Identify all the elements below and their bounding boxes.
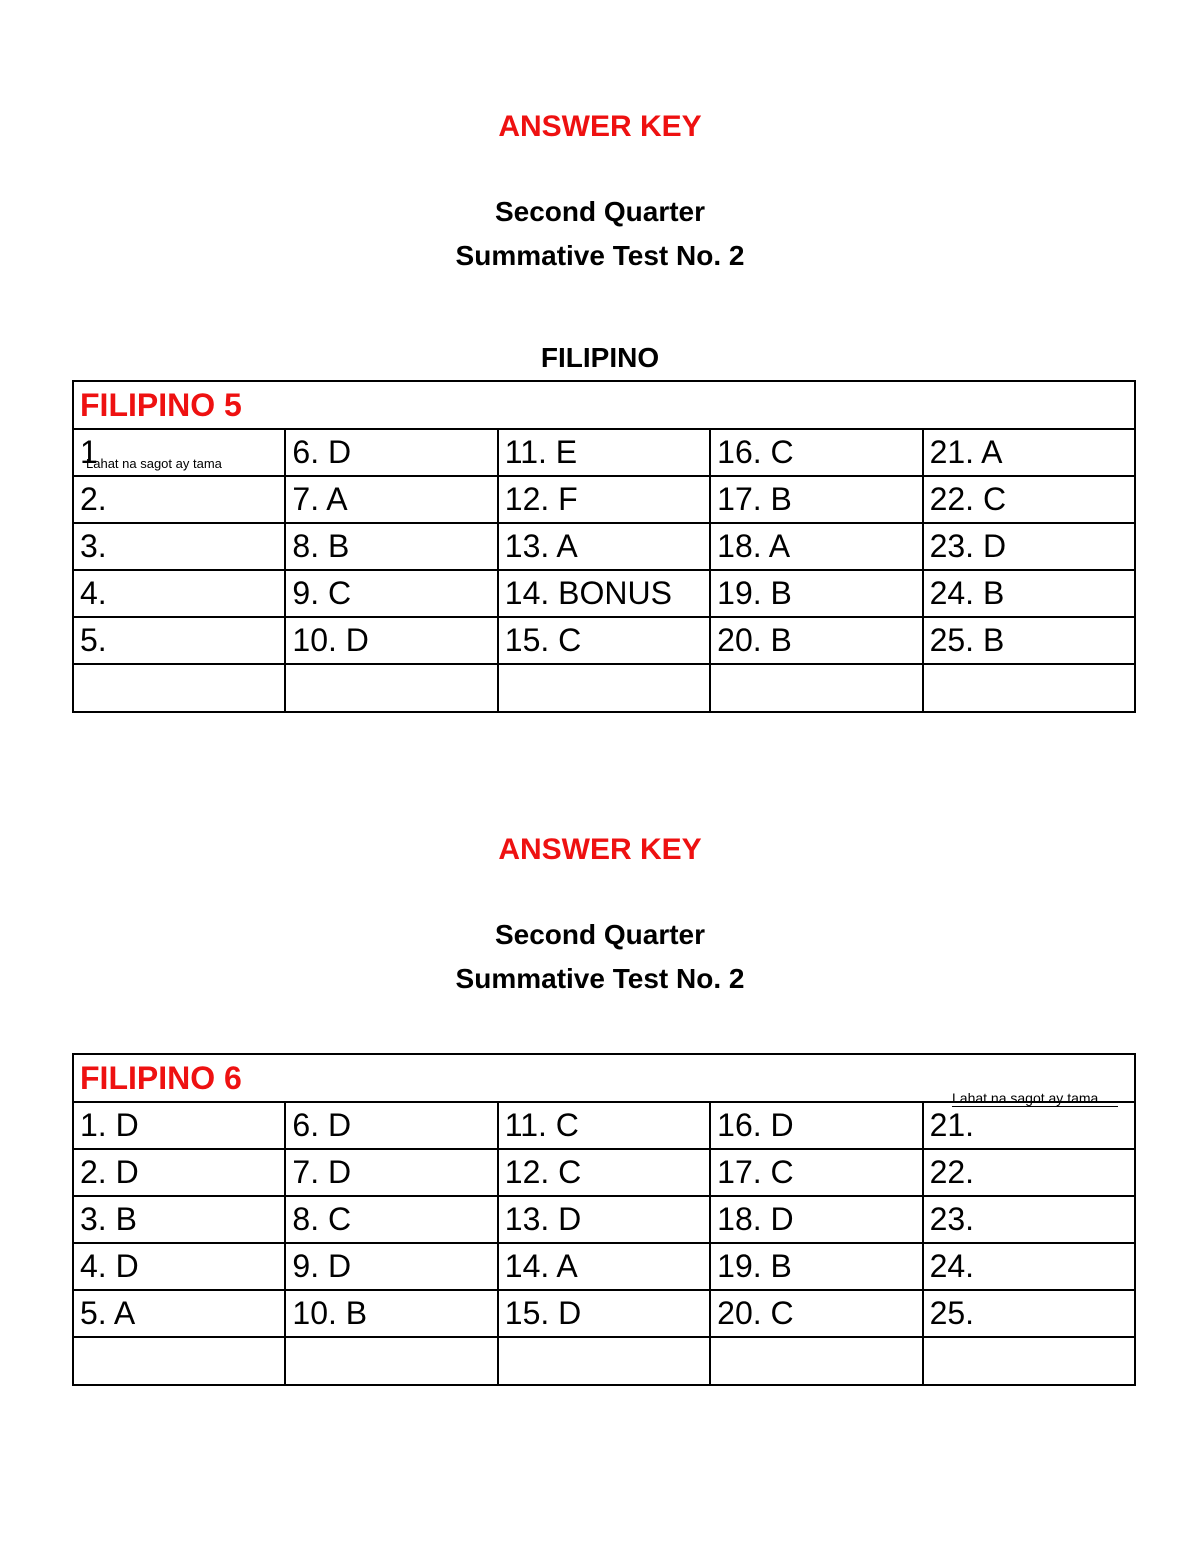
answer-cell: 9. C — [285, 570, 497, 617]
answer-cell: 25. B — [923, 617, 1135, 664]
answer-cell: 19. B — [710, 1243, 922, 1290]
answer-cell: 5. — [73, 617, 285, 664]
answer-cell: 9. D — [285, 1243, 497, 1290]
table-title-filipino-5: FILIPINO 5 — [73, 381, 1135, 429]
table-row — [73, 1149, 1135, 1196]
answer-cell: 11. C — [498, 1102, 710, 1149]
empty-cell — [498, 1337, 710, 1385]
answer-cell: 18. D — [710, 1196, 922, 1243]
answer-cell: 16. D — [710, 1102, 922, 1149]
answer-cell: 24. B — [923, 570, 1135, 617]
empty-cell — [73, 1337, 285, 1385]
answer-cell: 10. B — [285, 1290, 497, 1337]
table-row — [73, 1102, 1135, 1149]
answer-cell: 4. D — [73, 1243, 285, 1290]
empty-cell — [710, 664, 922, 712]
answer-cell: 22. C — [923, 476, 1135, 523]
table-row — [73, 429, 1135, 476]
answer-cell: 21. — [923, 1102, 1135, 1149]
answer-cell: 10. D — [285, 617, 497, 664]
answer-cell: 22. — [923, 1149, 1135, 1196]
table-row — [73, 1243, 1135, 1290]
empty-cell — [73, 664, 285, 712]
answer-cell: 13. D — [498, 1196, 710, 1243]
table-title-filipino-6: FILIPINO 6 — [73, 1054, 1135, 1102]
quarter-heading-2: Second Quarter — [494, 919, 706, 950]
test-heading-2: Summative Test No. 2 — [455, 963, 745, 994]
answer-cell: 21. A — [923, 429, 1135, 476]
empty-cell — [285, 664, 497, 712]
answer-cell: 13. A — [498, 523, 710, 570]
answer-cell: 25. — [923, 1290, 1135, 1337]
answer-cell: 8. B — [285, 523, 497, 570]
table-row — [73, 1290, 1135, 1337]
empty-cell — [923, 1337, 1135, 1385]
empty-cell — [710, 1337, 922, 1385]
empty-cell — [923, 664, 1135, 712]
answer-cell: 14. BONUS — [498, 570, 710, 617]
answer-cell: 15. D — [498, 1290, 710, 1337]
table-row — [73, 1196, 1135, 1243]
answer-cell: 17. C — [710, 1149, 922, 1196]
answer-cell: 6. D — [285, 1102, 497, 1149]
answer-cell: 23. D — [923, 523, 1135, 570]
all-correct-note: Lahat na sagot ay tama — [86, 456, 222, 471]
answer-cell: 16. C — [710, 429, 922, 476]
answer-cell: 17. B — [710, 476, 922, 523]
answer-cell: 7. D — [285, 1149, 497, 1196]
quarter-heading-1: Second Quarter — [494, 196, 706, 227]
answer-cell: 23. — [923, 1196, 1135, 1243]
subject-heading: FILIPINO — [540, 342, 660, 373]
answer-cell: 2. — [73, 476, 285, 523]
test-heading-1: Summative Test No. 2 — [455, 240, 745, 271]
answer-cell: 15. C — [498, 617, 710, 664]
answer-cell: 18. A — [710, 523, 922, 570]
empty-row — [73, 1337, 1135, 1385]
answer-key-heading-2: ANSWER KEY — [498, 833, 702, 866]
answer-cell: 14. A — [498, 1243, 710, 1290]
answer-cell: 12. F — [498, 476, 710, 523]
table-row — [73, 476, 1135, 523]
answer-cell: 8. C — [285, 1196, 497, 1243]
answer-cell: 11. E — [498, 429, 710, 476]
answer-cell: 19. B — [710, 570, 922, 617]
filipino-5-answer-table — [72, 380, 1136, 713]
answer-cell: 1. D — [73, 1102, 285, 1149]
empty-cell — [498, 664, 710, 712]
answer-cell: 12. C — [498, 1149, 710, 1196]
answer-cell: 1 Lahat na sagot ay tama — [73, 429, 285, 476]
answer-cell: 3. B — [73, 1196, 285, 1243]
answer-cell: 20. B — [710, 617, 922, 664]
answer-cell: 5. A — [73, 1290, 285, 1337]
empty-cell — [285, 1337, 497, 1385]
answer-cell: 20. C — [710, 1290, 922, 1337]
table-row — [73, 617, 1135, 664]
answer-cell: 24. — [923, 1243, 1135, 1290]
table-row — [73, 523, 1135, 570]
answer-key-heading-1: ANSWER KEY — [498, 110, 702, 143]
answer-cell: 7. A — [285, 476, 497, 523]
answer-cell: 4. — [73, 570, 285, 617]
table-row — [73, 570, 1135, 617]
answer-cell: 3. — [73, 523, 285, 570]
all-correct-note-2: Lahat na sagot ay tama — [952, 1090, 1118, 1107]
answer-cell: 6. D — [285, 429, 497, 476]
empty-row — [73, 664, 1135, 712]
answer-cell: 2. D — [73, 1149, 285, 1196]
